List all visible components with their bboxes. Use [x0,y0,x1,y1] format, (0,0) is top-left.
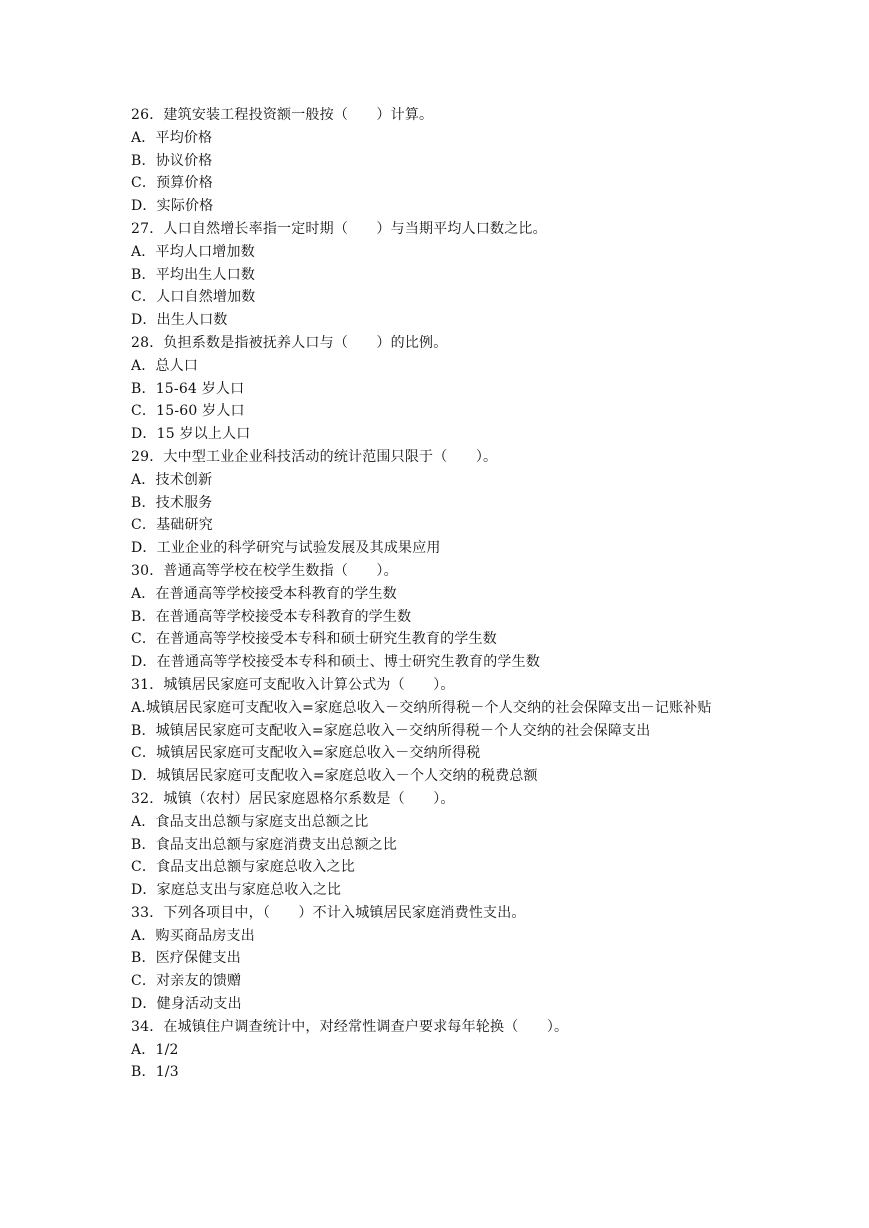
option-b: B．协议价格 [131,152,213,169]
option-a: A．平均人口增加数 [131,243,255,260]
option-b: B．技术服务 [131,494,213,511]
question-stem: 26．建筑安装工程投资额一般按（ ）计算。 [131,107,434,123]
option-a: A．购买商品房支出 [131,927,255,944]
question-stem: 30．普通高等学校在校学生数指（ ）。 [131,562,398,579]
document-page [131,104,751,1084]
option-a: A．在普通高等学校接受本科教育的学生数 [131,585,397,602]
option-a: A．平均价格 [131,129,213,146]
option-d: D．健身活动支出 [131,996,242,1013]
option-a: A．技术创新 [131,471,213,488]
option-b: B．15-64 岁人口 [131,380,245,397]
option-c: C．在普通高等学校接受本专科和硕士研究生教育的学生数 [131,631,497,648]
question-stem: 32．城镇（农村）居民家庭恩格尔系数是（ ）。 [131,790,455,807]
option-c: C．15-60 岁人口 [131,403,245,420]
option-c: C．对亲友的馈赠 [131,973,242,990]
option-c: C．食品支出总额与家庭总收入之比 [131,859,355,876]
question-26 [131,104,751,218]
option-d: D．实际价格 [131,198,214,215]
question-stem: 29．大中型工业企业科技活动的统计范围只限于（ ）。 [131,448,498,465]
option-a: A．1/2 [131,1041,179,1058]
option-c: C．人口自然增加数 [131,289,256,306]
option-c: C．城镇居民家庭可支配收入=家庭总收入－交纳所得税 [131,745,481,762]
question-33 [131,902,751,1016]
question-34 [131,1016,751,1084]
question-32 [131,788,751,902]
question-stem: 28．负担系数是指被抚养人口与（ ）的比例。 [131,334,448,351]
option-d: D．城镇居民家庭可支配收入=家庭总收入－个人交纳的税费总额 [131,768,538,785]
option-d: D．工业企业的科学研究与试验发展及其成果应用 [131,540,441,557]
question-30 [131,560,751,674]
option-d: D．出生人口数 [131,312,228,329]
question-stem: 27．人口自然增长率指一定时期（ ）与当期平均人口数之比。 [131,220,547,237]
question-27 [131,218,751,332]
question-stem: 33．下列各项目中，（ ）不计入城镇居民家庭消费性支出。 [131,904,526,921]
option-b: B．食品支出总额与家庭消费支出总额之比 [131,836,398,853]
question-stem: 34．在城镇住户调查统计中，对经常性调查户要求每年轮换（ ）。 [131,1018,569,1035]
option-b: B．医疗保健支出 [131,950,241,967]
question-28 [131,332,751,446]
option-b: B．平均出生人口数 [131,266,256,283]
question-29 [131,446,751,560]
option-c: C．基础研究 [131,517,213,534]
option-b: B．1/3 [131,1064,179,1081]
option-a: A．食品支出总额与家庭支出总额之比 [131,813,369,830]
question-31 [131,674,751,788]
question-stem: 31．城镇居民家庭可支配收入计算公式为（ ）。 [131,676,455,693]
option-a: A.城镇居民家庭可支配收入=家庭总收入－交纳所得税－个人交纳的社会保障支出－记账补贴 [131,699,712,716]
option-c: C．预算价格 [131,175,213,192]
option-d: D．15 岁以上人口 [131,426,251,443]
option-d: D．在普通高等学校接受本专科和硕士、博士研究生教育的学生数 [131,654,541,671]
option-d: D．家庭总支出与家庭总收入之比 [131,882,342,899]
option-b: B．城镇居民家庭可支配收入=家庭总收入－交纳所得税－个人交纳的社会保障支出 [131,722,651,739]
option-b: B．在普通高等学校接受本专科教育的学生数 [131,608,412,625]
option-a: A．总人口 [131,357,199,374]
